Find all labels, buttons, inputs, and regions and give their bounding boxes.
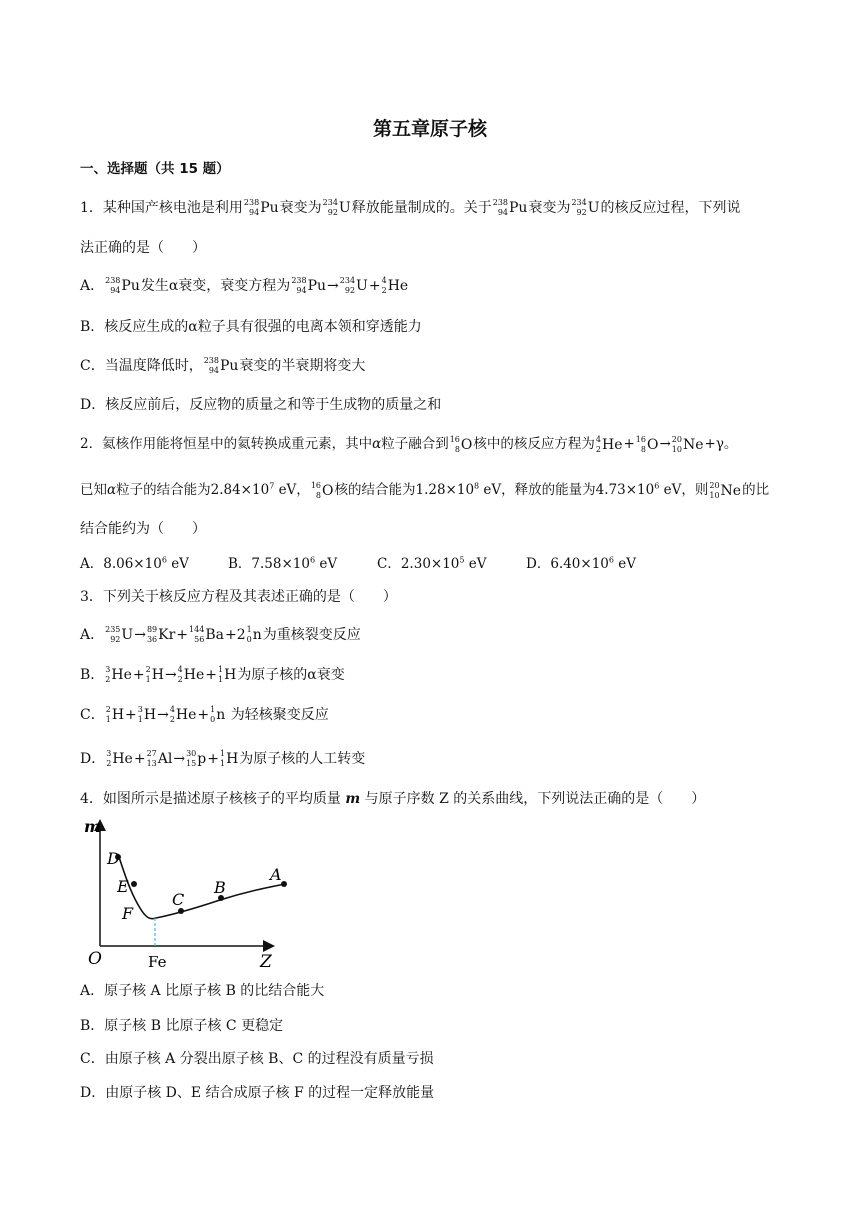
section-heading: 一、选择题（共 15 题） <box>80 161 230 177</box>
q3-option-a[interactable]: A． 235 92 U → 89 36 Kr + 144 56 Ba +2 1 0 n 为重核裂变反应 <box>80 625 361 644</box>
q1-text: 1．某种国产核电池是利用 <box>80 200 243 216</box>
q2-line1: 2．氦核作用能将恒星中的氦转换成重元素，其中α粒子融合到 16 8 O 核中的核反应方程为 4 2 He + 16 8 O → 20 10 Ne +γ。 <box>80 434 738 454</box>
q1-option-c[interactable]: C．当温度降低时， 238 94 Pu 衰变的半衰期将变大 <box>80 356 366 375</box>
fe-label: Fe <box>148 953 167 971</box>
label-b: B <box>214 878 226 897</box>
q4-option-a[interactable]: A．原子核 A 比原子核 B 的比结合能大 <box>80 983 325 999</box>
q2-option-b[interactable]: B．$7.58\times 10^6$ eV <box>228 555 338 572</box>
q4-option-d[interactable]: D．由原子核 D、E 结合成原子核 F 的过程一定释放能量 <box>80 1085 435 1101</box>
q4-stem: 4．如图所示是描述原子核核子的平均质量 m 与原子序数 Z 的关系曲线，下列说法正确的是（ ） <box>80 791 706 807</box>
q1-option-a[interactable]: A． 238 94 Pu 发生α衰变，衰变方程为 238 94 Pu → 234 92 U + 4 2 He <box>80 276 409 295</box>
label-e: E <box>117 877 129 896</box>
point-a <box>281 881 287 887</box>
q1-text: 衰变为 <box>279 200 322 216</box>
mass-curve <box>118 854 285 919</box>
q1-option-d[interactable]: D．核反应前后，反应物的质量之和等于生成物的质量之和 <box>80 397 442 413</box>
nuclide-u234: 234 92 U <box>322 198 351 217</box>
q1-text: 释放能量制成的。关于 <box>351 200 492 216</box>
q2-line3: 结合能约为（ ） <box>80 521 206 537</box>
q3-option-d[interactable]: D． 3 2 He + 27 13 Al → 30 15 p + 1 1 H 为原子核的人工转变 <box>80 749 366 768</box>
nuclide-pu238: 238 94 Pu <box>243 198 279 217</box>
nuclide-pu238: 238 94 Pu <box>492 198 528 217</box>
q3-option-c[interactable]: C． 2 1 H + 3 1 H → 4 2 He + 1 0 n 为轻核聚变反应 <box>80 705 329 724</box>
q4-option-b[interactable]: B．原子核 B 比原子核 C 更稳定 <box>80 1018 284 1034</box>
q2-option-d[interactable]: D．$6.40\times 10^6$ eV <box>526 555 637 572</box>
q1-option-b[interactable]: B．核反应生成的α粒子具有很强的电离本领和穿透能力 <box>80 319 422 335</box>
x-axis-label: Z <box>260 952 272 972</box>
nuclide-u234: 234 92 U <box>571 198 600 217</box>
origin-label: O <box>88 949 102 969</box>
q2-line2: 已知α粒子的结合能为$2.84\times 10^7$ eV， 16 8 O 核的结合能为$1.28\times 10^8$ eV，释放的能量为$4.73\times 10^6$ eV，则 20 10 Ne 的比 <box>80 480 770 500</box>
q1-line1 <box>80 197 741 217</box>
q1-line2: 法正确的是（ ） <box>80 240 206 256</box>
page-title: 第五章原子核 <box>372 118 487 140</box>
q1-text: 衰变为 <box>528 200 571 216</box>
q2-option-c[interactable]: C．$2.30\times 10^5$ eV <box>377 555 487 572</box>
q4-option-c[interactable]: C．由原子核 A 分裂出原子核 B、C 的过程没有质量亏损 <box>80 1051 434 1067</box>
y-axis-label: m <box>84 817 101 836</box>
q3-option-b[interactable]: B． 3 2 He + 2 1 H → 4 2 He + 1 1 H 为原子核的α衰变 <box>80 665 345 684</box>
label-c: C <box>172 890 185 909</box>
label-a: A <box>270 865 282 884</box>
label-d: D <box>107 849 120 868</box>
point-e <box>131 881 137 887</box>
q3-stem: 3．下列关于核反应方程及其表述正确的是（ ） <box>80 589 397 605</box>
mass-curve-figure <box>80 812 300 972</box>
q1-text: 的核反应过程，下列说 <box>600 200 741 216</box>
label-f: F <box>122 904 134 923</box>
q2-option-a[interactable]: A．$8.06\times 10^6$ eV <box>80 555 189 572</box>
